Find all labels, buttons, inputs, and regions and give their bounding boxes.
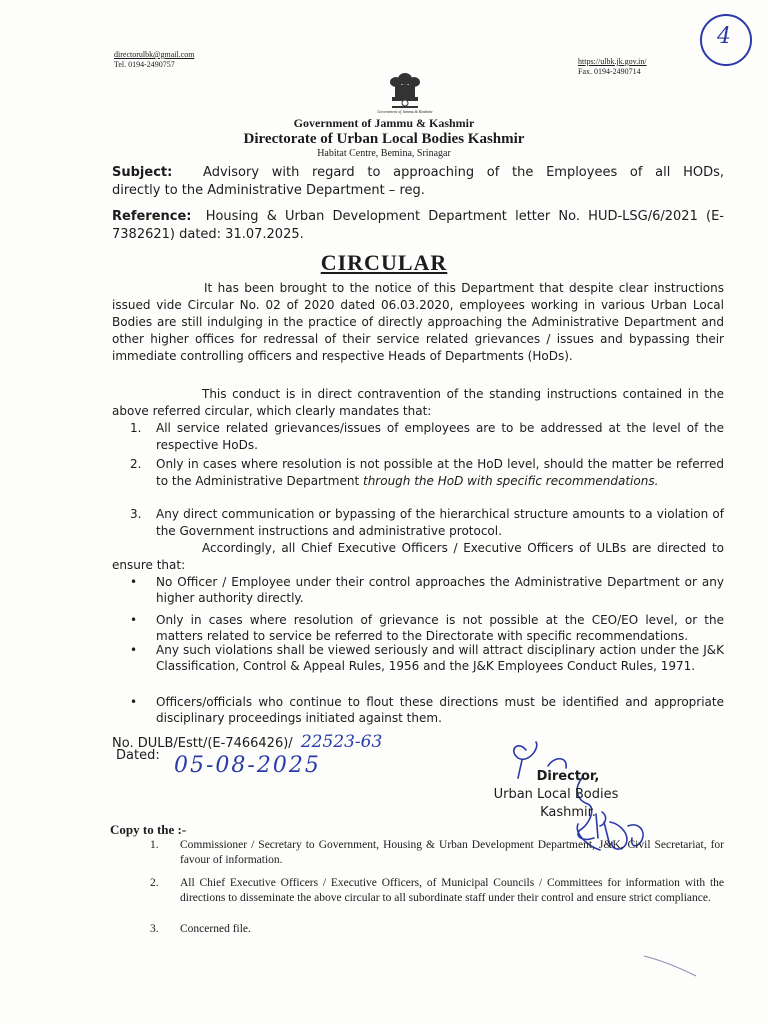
- mandate-text: Any direct communication or bypassing of the hierarchical structure amounts to a violation of the Government instructions and administrative protocol.: [156, 507, 724, 538]
- mandate-item: [130, 506, 724, 540]
- dispatch-number-label: No. DULB/Estt/(E-7466426)/: [112, 736, 293, 751]
- subject-text-1: Advisory with regard to approaching of the Employees of all HODs,: [203, 165, 724, 180]
- mandate-item: [130, 456, 724, 490]
- contact-left: [114, 50, 194, 70]
- bullet-icon: •: [130, 575, 138, 589]
- directorate-name: Directorate of Urban Local Bodies Kashmir: [243, 131, 525, 147]
- letterhead: [0, 116, 768, 160]
- direction-item: [130, 642, 724, 674]
- emblem-caption: Government of Jammu & Kashmir: [377, 109, 433, 114]
- mandate-text: Only in cases where resolution is not possible at the HoD level, should the matter be referred to the Administrative Department: [156, 457, 724, 488]
- contact-website: https://ulbk.jk.gov.in/: [578, 57, 647, 66]
- direction-text: Officers/officials who continue to flout these directions must be identified and appropriate disciplinary proceedings initiated against them.: [156, 695, 724, 725]
- mandate-number: 2.: [130, 457, 142, 471]
- copy-to-item: [150, 876, 724, 906]
- reference-block: [112, 208, 724, 244]
- signatory-block: [466, 768, 646, 822]
- dispatch-date-value: 05-08-2025: [174, 753, 321, 778]
- reference-label: Reference:: [112, 209, 192, 224]
- paragraph-3: Accordingly, all Chief Executive Officers / Executive Officers of ULBs are directed to ensure that:: [112, 541, 724, 572]
- state-emblem: [377, 70, 433, 114]
- office-address: Habitat Centre, Bemina, Srinagar: [317, 148, 451, 159]
- mandate-text: All service related grievances/issues of employees are to be addressed at the level of the respective HoDs.: [156, 421, 724, 452]
- contact-tel: Tel. 0194-2490757: [114, 60, 175, 69]
- copy-to-number: 3.: [150, 923, 159, 935]
- paragraph-2: This conduct is in direct contravention of the standing instructions contained in the above referred circular, which clearly mandates that:: [112, 387, 724, 418]
- subject-block: [112, 164, 724, 200]
- page-number-mark: [700, 14, 752, 66]
- direction-text: Only in cases where resolution of grievance is not possible at the CEO/EO level, or the matters related to service be referred to the Directorate with specific recommendations.: [156, 613, 724, 643]
- reference-text-1: Housing & Urban Development Department letter No. HUD-LSG/6/2021 (E-: [205, 209, 724, 224]
- copy-to-text: All Chief Executive Officers / Executive Officers, of Municipal Councils / Committees for information with the directions to disseminate the above circular to all subordinate staff under their control and ensure strict compliance.: [180, 877, 724, 904]
- copy-to-label: Copy to the :-: [110, 822, 187, 837]
- government-name: Government of Jammu & Kashmir: [293, 116, 475, 130]
- circular-title: CIRCULAR: [320, 250, 448, 275]
- direction-item: [130, 612, 724, 644]
- copy-to-text: Concerned file.: [180, 923, 251, 935]
- mandate-text-emphasis: through the HoD with specific recommendations.: [362, 474, 659, 488]
- direction-text: Any such violations shall be viewed seriously and will attract disciplinary action under the J&K Classification, Control & Appeal Rules, 1956 and the J&K Employees Conduct Rules, 1971.: [156, 643, 724, 673]
- paragraph-1: It has been brought to the notice of this Department that despite clear instructions issued vide Circular No. 02 of 2020 dated 06.03.2020, employees working in various Urban Local Bodies are still indulging in the practice of directly approaching the Administrative Department and other higher offices for redressal of their service related grievances / issues and bypassing their immediate controlling officers and respective Heads of Departments (HoDs).: [112, 281, 724, 363]
- direction-item: [130, 574, 724, 606]
- page-number: 4: [717, 24, 731, 49]
- bullet-icon: •: [130, 695, 138, 709]
- signatory-location: Kashmir.: [540, 805, 596, 820]
- mandate-item: [130, 420, 724, 454]
- direction-text: No Officer / Employee under their control approaches the Administrative Department or any higher authority directly.: [156, 575, 724, 605]
- contact-right: [578, 57, 647, 77]
- dispatch-date: [116, 748, 160, 763]
- mandate-number: 1.: [130, 421, 142, 435]
- mandate-number: 3.: [130, 507, 142, 521]
- subject-text-2: directly to the Administrative Department – reg.: [112, 183, 425, 198]
- dispatch-number-value: 22523-63: [300, 732, 383, 752]
- reference-text-2: 7382621) dated: 31.07.2025.: [112, 227, 304, 242]
- contact-fax: Fax. 0194-2490714: [578, 67, 641, 76]
- subject-label: Subject:: [112, 165, 173, 180]
- signatory-title: Director,: [536, 769, 600, 784]
- copy-to-number: 1.: [150, 839, 159, 851]
- copy-to-number: 2.: [150, 877, 159, 889]
- signatory-office: Urban Local Bodies: [493, 787, 619, 802]
- direction-item: [130, 694, 724, 726]
- bullet-icon: •: [130, 643, 138, 657]
- copy-to-item: [150, 838, 724, 868]
- copy-to-item: [150, 922, 724, 937]
- copy-to-text: Commissioner / Secretary to Government, Housing & Urban Development Department, J&K, Civil Secretariat, for favour of information.: [180, 839, 724, 866]
- bullet-icon: •: [130, 613, 138, 627]
- contact-email: directorulbk@gmail.com: [114, 50, 195, 59]
- emblem-icon: [384, 70, 426, 110]
- pen-mark: [640, 950, 700, 980]
- dispatch-date-label: Dated:: [116, 748, 160, 763]
